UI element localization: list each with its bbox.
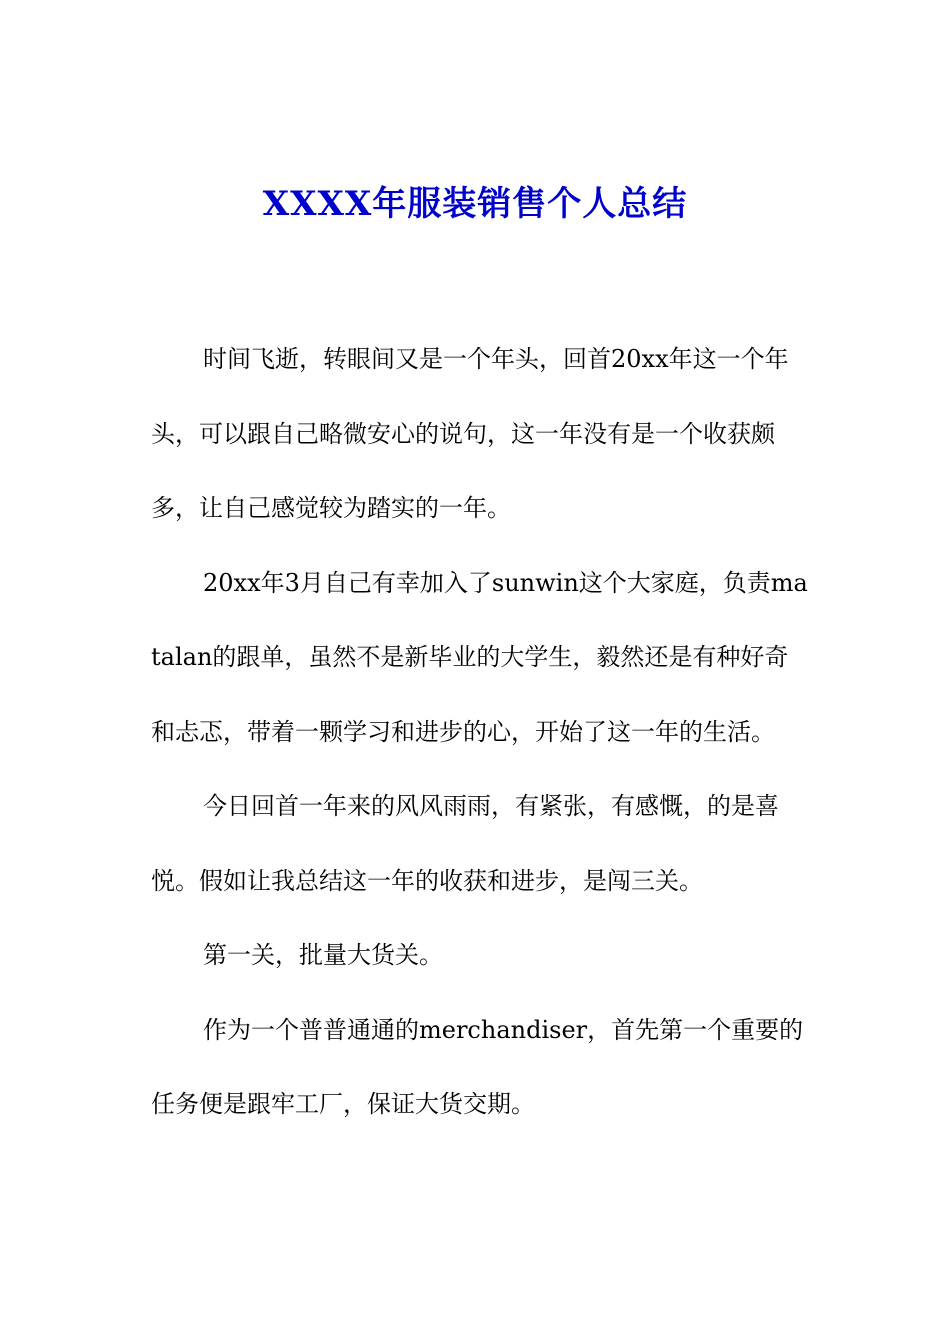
paragraph-1: 时间飞逝，转眼间又是一个年头，回首20xx年这一个年头，可以跟自己略微安心的说句，这一年没有是一个收获颇多，让自己感觉较为踏实的一年。	[151, 345, 789, 522]
document-body	[151, 322, 811, 1142]
paragraph-2: 20xx年3月自己有幸加入了sunwin这个大家庭，负责matalan的跟单，虽然不是新毕业的大学生，毅然还是有种好奇和忐忑，带着一颗学习和进步的心，开始了这一年的生活。	[151, 568, 808, 746]
paragraph-5: 作为一个普普通通的merchandiser，首先第一个重要的任务便是跟牢工厂，保证大货交期。	[151, 1015, 804, 1118]
paragraph-4: 第一关，批量大货关。	[203, 941, 443, 969]
paragraph-3: 今日回首一年来的风风雨雨，有紧张，有感慨，的是喜悦。假如让我总结这一年的收获和进步，是闯三关。	[151, 792, 779, 895]
document-title: XXXX年服装销售个人总结	[262, 184, 688, 224]
